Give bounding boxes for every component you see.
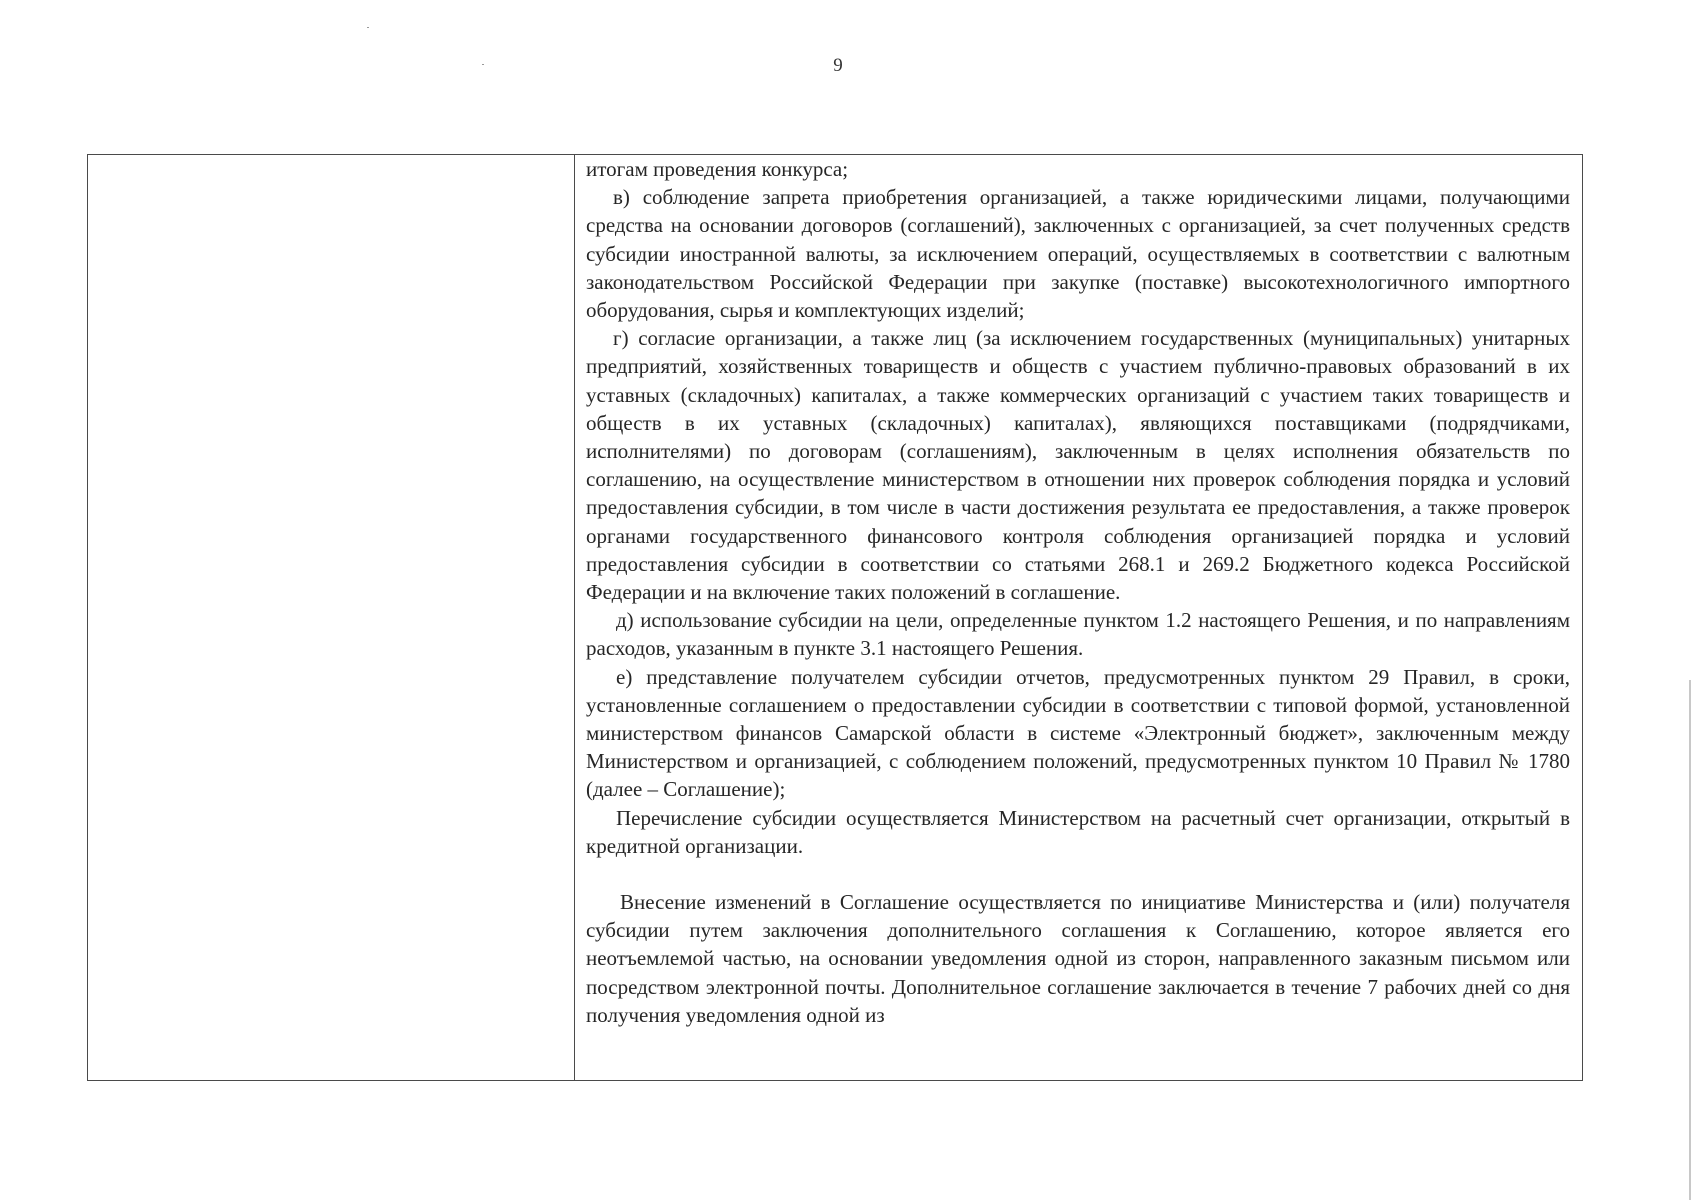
document-table	[87, 154, 1583, 1081]
scan-speck	[367, 27, 369, 28]
scan-speck	[482, 64, 484, 65]
scan-edge-shadow	[1689, 680, 1691, 1200]
paragraph-amendments: Внесение изменений в Соглашение осуществляется по инициативе Министерства и (или) получателя субсидии путем заключения дополнительного соглашения к Соглашению, которое является его неотъемлемой частью, на основании уведомления одной из сторон, направленного заказным письмом или посредством электронной почты. Дополнительное соглашение заключается в течение 7 рабочих дней со дня получения уведомления одной из	[586, 890, 1570, 1027]
page-number: 9	[833, 55, 843, 76]
paragraph-item-g: г) согласие организации, а также лиц (за исключением государственных (муниципальных) унитарных предприятий, хозяйственных товариществ и обществ с участием публично-правовых образований в их уставных (складочных) капиталах, а также коммерческих организаций с участием таких товариществ и обществ в их уставных (складочных) капиталах), являющихся поставщиками (подрядчиками, исполнителями) по договорам (соглашениям), заключенным в целях исполнения обязательств по соглашению, на осуществление министерством в отношении них проверок соблюдения порядка и условий предоставления субсидии, в том числе в части достижения результата ее предоставления, а также проверок органами государственного финансового контроля соблюдения организацией порядка и условий предоставления субсидии в соответствии со статьями 268.1 и 269.2 Бюджетного кодекса Российской Федерации и на включение таких положений в соглашение.	[586, 326, 1570, 605]
table-right-cell	[575, 155, 1582, 1080]
paragraph-item-d: д) использование субсидии на цели, определенные пунктом 1.2 настоящего Решения, и по направлениям расходов, указанным в пункте 3.1 настоящего Решения.	[586, 608, 1570, 661]
paragraph-continuation: итогам проведения конкурса;	[586, 157, 849, 181]
paragraph-transfer: Перечисление субсидии осуществляется Министерством на расчетный счет организации, открытый в кредитной организации.	[586, 805, 1570, 858]
table-left-cell	[88, 155, 575, 1080]
paragraph-item-v: в) соблюдение запрета приобретения организацией, а также юридическими лицами, получающими средства на основании договоров (соглашений), заключенных с организацией, за счет полученных средств субсидии иностранной валюты, за исключением операций, осуществляемых в соответствии с валютным законодательством Российской Федерации при закупке (поставке) высокотехнологичного импортного оборудования, сырья и комплектующих изделий;	[586, 185, 1570, 323]
paragraph-gap	[586, 860, 1570, 888]
paragraph-item-e: е) представление получателем субсидии отчетов, предусмотренных пунктом 29 Правил, в сроки, установленные соглашением о предоставлении субсидии в соответствии с типовой формой, установленной министерством финансов Самарской области в системе «Электронный бюджет», заключенным между Министерством и организацией, с соблюдением положений, предусмотренных пунктом 10 Правил № 1780 (далее – Соглашение);	[586, 664, 1570, 802]
